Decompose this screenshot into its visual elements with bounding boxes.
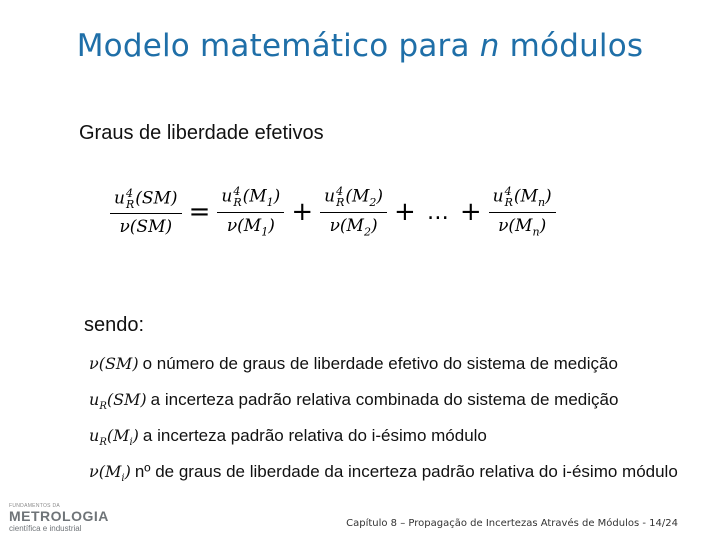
logo-main-text: METROLOGIA [9,508,109,524]
title-prefix: Modelo matemático para [76,28,480,64]
plus-sign: + [291,197,314,228]
logo-tiny-text: FUNDAMENTOS DA [9,503,61,509]
definition-text: a incerteza padrão relativa combinada do sistema de medição [150,390,619,409]
ellipsis: … [426,199,449,225]
definition-nu-sm [89,354,618,374]
logo-subtext: científica e industrial [9,524,82,533]
definition-text: a incerteza padrão relativa do i-ésimo módulo [142,426,487,445]
plus-sign: + [459,197,482,228]
fraction-sm: u 4 R (SM) ν(SM) [110,188,182,237]
fraction-m1: u 4 R $(M_1)$ $\nu(M_1)$ [217,186,284,238]
footer-chapter: Capítulo 8 – Propagação de Incertezas Através de Módulos - 14/24 [346,518,678,529]
title-variable: n [479,28,500,64]
symbol-ur-mi: $u_R(M_i)$ [89,426,139,449]
sendo-label: sendo: [84,314,145,336]
formula [110,186,556,238]
symbol-nu-sm: ν(SM) [89,354,139,373]
definition-text: o número de graus de liberdade efetivo do sistema de medição [142,354,618,373]
slide-title [0,28,720,64]
metrologia-logo [9,503,119,533]
fraction-m2: u 4 R $(M_2)$ $\nu(M_2)$ [320,186,387,238]
section-subtitle: Graus de liberdade efetivos [79,122,324,144]
definition-text: nº de graus de liberdade da incerteza padrão relativa do i-ésimo módulo [134,462,678,481]
title-suffix: módulos [499,28,644,64]
definition-ur-sm [89,390,618,412]
fraction-mn: u 4 R $(M_n)$ $\nu(M_n)$ [489,186,556,238]
equals-sign: = [188,197,211,228]
plus-sign: + [394,197,416,228]
definition-ur-mi [89,426,487,448]
definition-nu-mi [89,462,678,484]
symbol-ur-sm: $u_R(SM)$ [89,390,147,413]
symbol-nu-mi: $\nu(M_i)$ [89,462,131,485]
